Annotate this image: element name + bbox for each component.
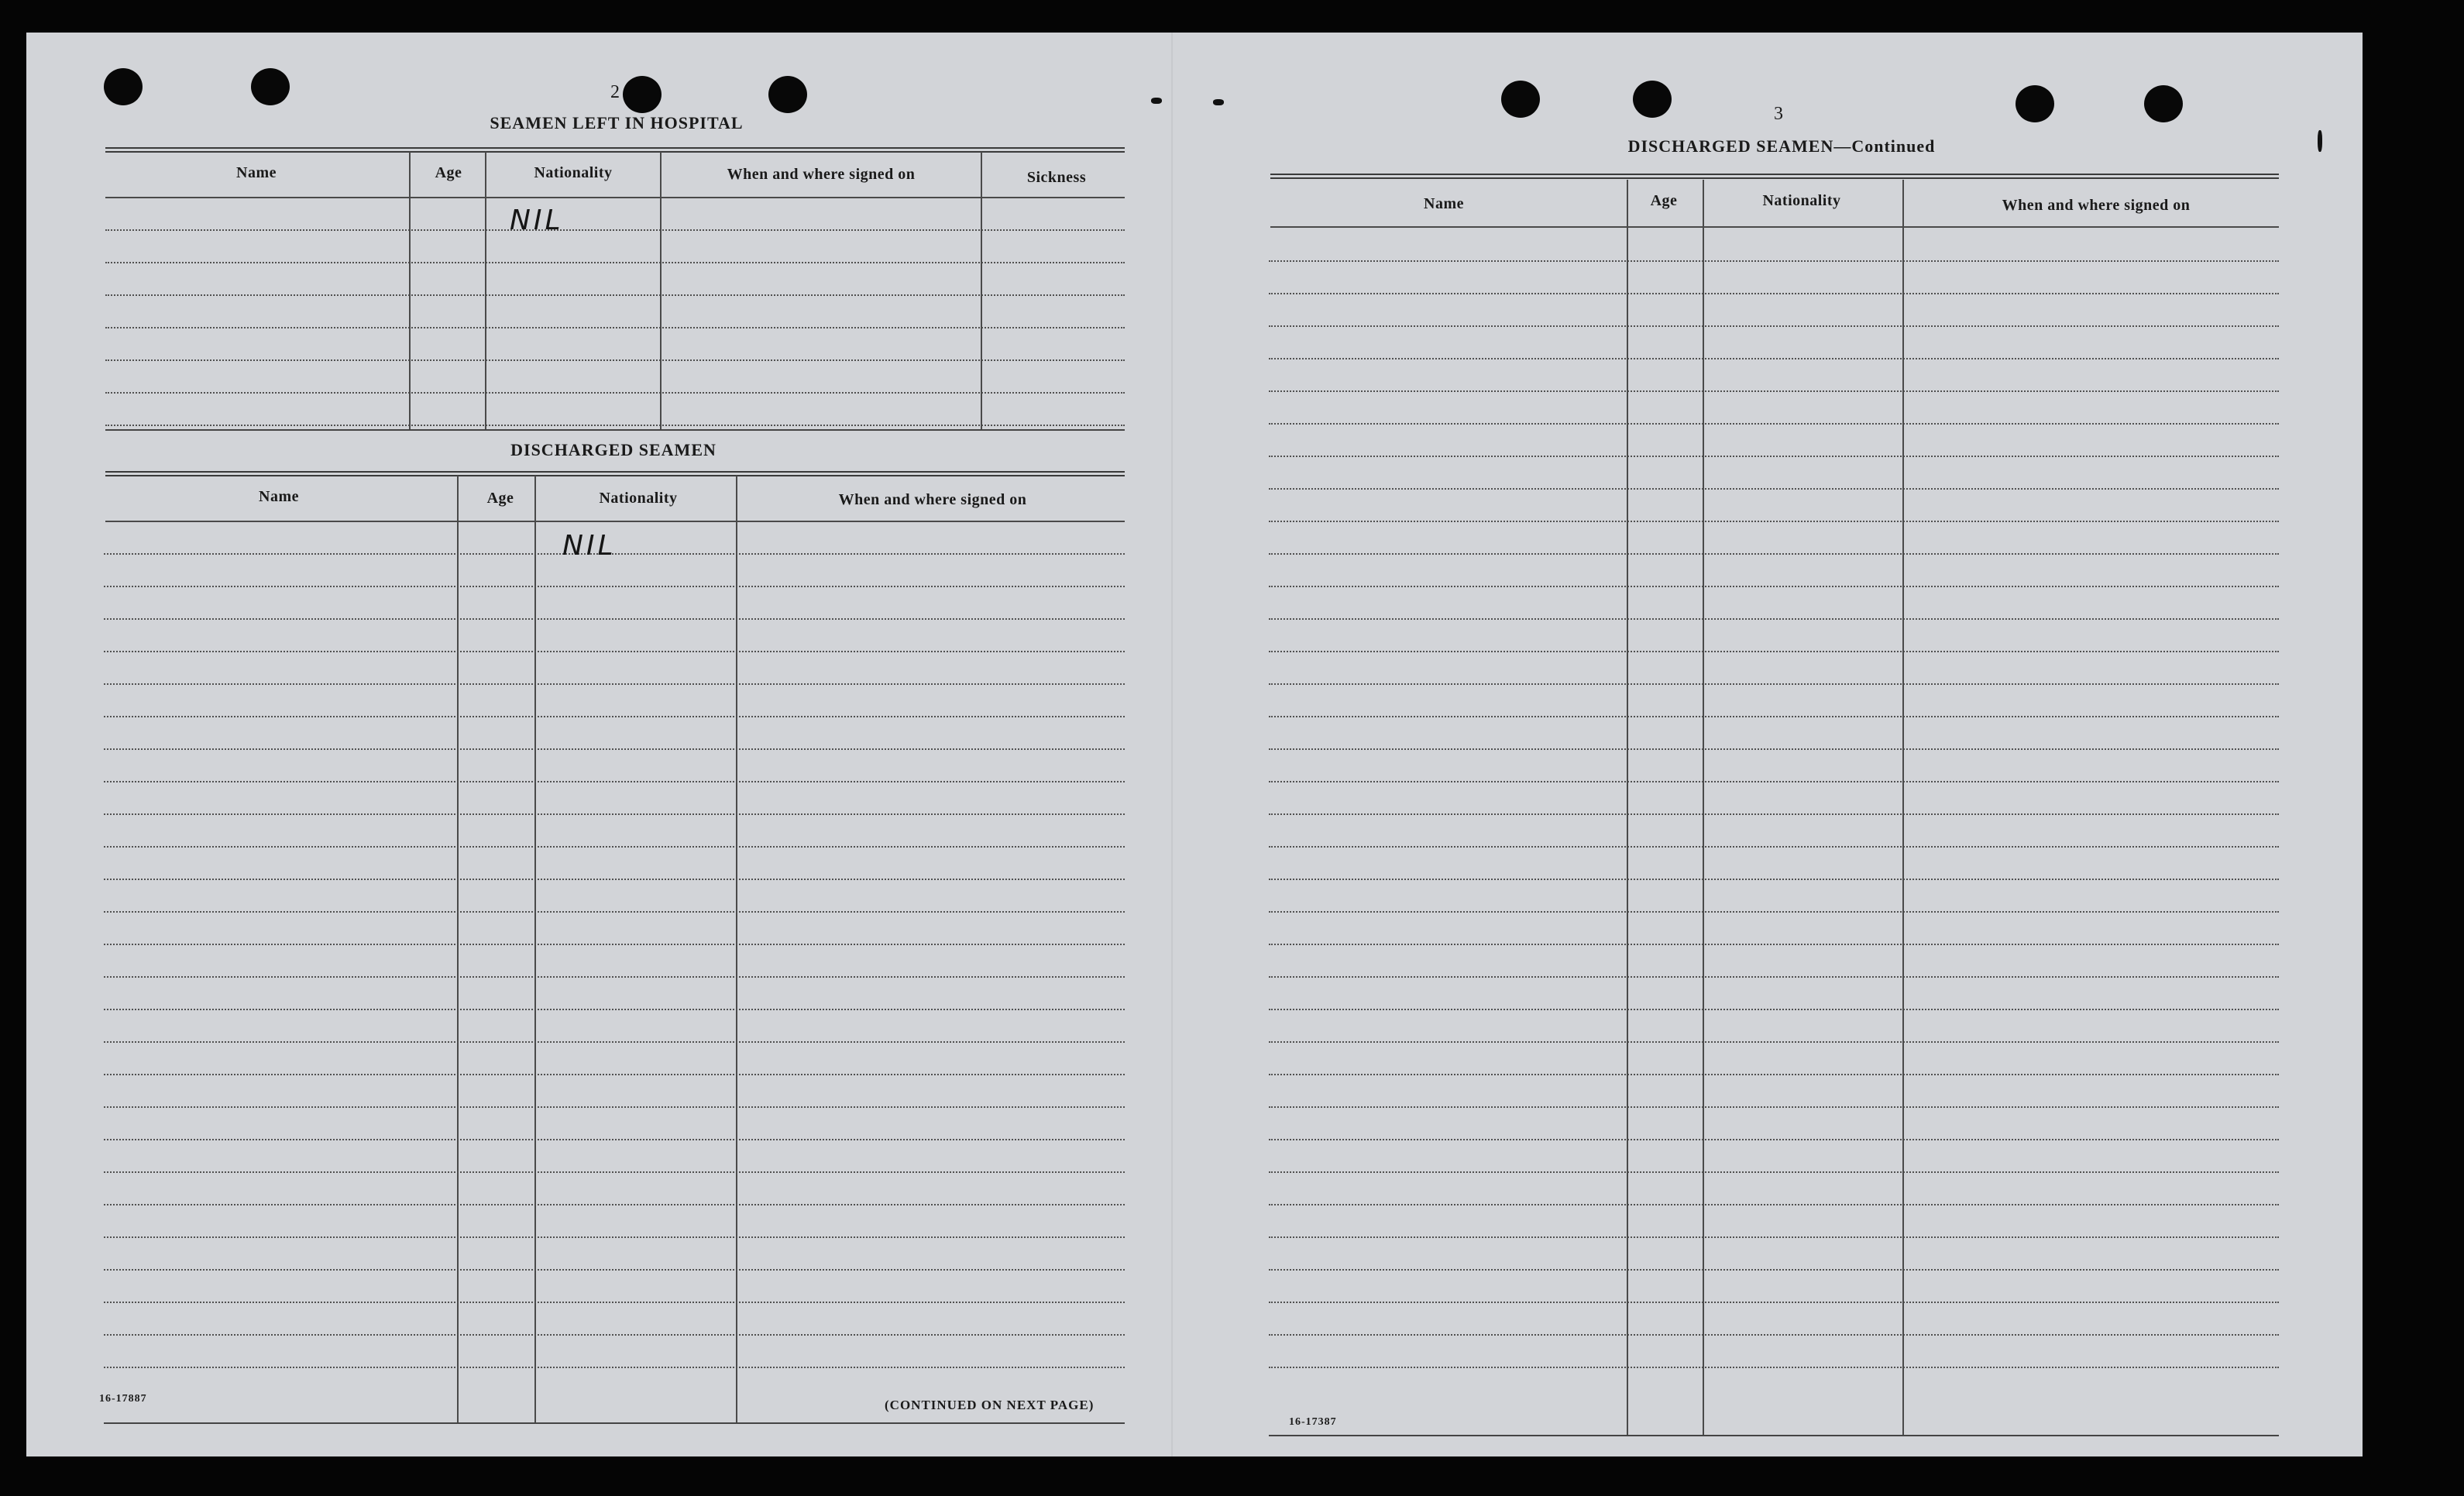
discharged-rows (104, 522, 1125, 1368)
hospital-col-name: Name (236, 164, 277, 181)
discharged-section-title: DISCHARGED SEAMEN (510, 440, 717, 459)
table-row (105, 198, 1125, 231)
table-row (104, 1173, 1125, 1205)
table-row (105, 263, 1125, 296)
table-row (1269, 327, 2279, 359)
table-row (1269, 359, 2279, 392)
table-row (104, 750, 1125, 782)
table-row (1269, 717, 2279, 750)
table-row (1269, 1238, 2279, 1271)
table-row (104, 1336, 1125, 1368)
table-row (104, 1238, 1125, 1271)
discharged-nil-entry: NIL (562, 530, 617, 562)
right-header-line (1270, 226, 2279, 228)
table-row (1269, 620, 2279, 652)
table-row (104, 1010, 1125, 1043)
table-row (1269, 1108, 2279, 1140)
hospital-col-signed-on: When and where signed on (727, 166, 916, 183)
table-row (1269, 848, 2279, 880)
discharged-col-divider (736, 476, 737, 1422)
discharged-col-age: Age (486, 490, 514, 507)
table-row (1269, 490, 2279, 522)
discharged-col-divider (534, 476, 536, 1422)
table-row (1269, 1336, 2279, 1368)
right-col-name: Name (1424, 195, 1464, 212)
table-row (1269, 262, 2279, 294)
table-row (104, 815, 1125, 848)
table-row (1269, 457, 2279, 490)
table-row (1269, 913, 2279, 945)
table-row (1269, 750, 2279, 782)
left-page (26, 33, 1171, 1456)
table-row (1269, 1205, 2279, 1238)
discharged-col-nationality: Nationality (599, 490, 678, 507)
table-row (104, 652, 1125, 685)
hospital-section-title: SEAMEN LEFT IN HOSPITAL (490, 113, 744, 132)
table-row (1269, 1010, 2279, 1043)
discharged-col-name: Name (259, 488, 299, 505)
table-row (104, 848, 1125, 880)
hospital-col-nationality: Nationality (534, 164, 613, 181)
table-row (104, 685, 1125, 717)
table-row (1269, 294, 2279, 327)
table-row (104, 1140, 1125, 1173)
table-row (1269, 1303, 2279, 1336)
table-row (1269, 1075, 2279, 1108)
right-col-signed-on: When and where signed on (2002, 197, 2191, 214)
right-col-divider (1703, 180, 1704, 1435)
table-row (104, 978, 1125, 1010)
document-sheet (26, 33, 2363, 1456)
table-row (1269, 555, 2279, 587)
right-section-title: DISCHARGED SEAMEN—Continued (1627, 136, 1936, 156)
continued-note: (CONTINUED ON NEXT PAGE) (885, 1398, 1095, 1412)
table-row (1269, 522, 2279, 555)
table-row (1269, 1173, 2279, 1205)
table-row (104, 717, 1125, 750)
right-col-nationality: Nationality (1762, 192, 1841, 209)
hospital-col-divider (409, 152, 411, 429)
form-number: 16-17387 (1289, 1416, 1337, 1428)
hospital-col-age: Age (435, 164, 462, 181)
table-row (104, 587, 1125, 620)
table-row (105, 231, 1125, 263)
table-row (104, 1075, 1125, 1108)
table-row (105, 328, 1125, 361)
table-row (104, 1271, 1125, 1303)
table-row (1269, 229, 2279, 262)
discharged-bottom-rule (104, 1422, 1125, 1424)
right-rows (1269, 229, 2279, 1368)
table-row (104, 620, 1125, 652)
right-page (1173, 33, 2363, 1456)
hospital-col-sickness: Sickness (1026, 169, 1087, 186)
table-row (1269, 392, 2279, 425)
discharged-col-signed-on: When and where signed on (838, 491, 1027, 508)
table-row (1269, 587, 2279, 620)
table-row (104, 1043, 1125, 1075)
hospital-col-divider (981, 152, 982, 429)
right-bottom-rule (1269, 1435, 2279, 1436)
table-row (104, 913, 1125, 945)
hospital-bottom-rule (105, 429, 1125, 431)
table-row (1269, 978, 2279, 1010)
hospital-col-divider (660, 152, 662, 429)
table-row (1269, 945, 2279, 978)
table-row (104, 1205, 1125, 1238)
table-row (104, 945, 1125, 978)
table-row (104, 1108, 1125, 1140)
hospital-col-divider (485, 152, 486, 429)
table-row (105, 394, 1125, 426)
table-row (1269, 652, 2279, 685)
table-row (104, 1303, 1125, 1336)
page-number: 3 (1774, 104, 1783, 124)
page-number: 2 (610, 82, 620, 102)
table-row (1269, 685, 2279, 717)
table-row (104, 880, 1125, 913)
table-row (104, 782, 1125, 815)
table-row (1269, 425, 2279, 457)
table-row (1269, 815, 2279, 848)
table-row (1269, 880, 2279, 913)
hospital-top-rule (105, 147, 1125, 153)
table-row (105, 361, 1125, 394)
right-top-rule (1270, 174, 2279, 179)
table-row (1269, 782, 2279, 815)
table-row (1269, 1043, 2279, 1075)
table-row (1269, 1271, 2279, 1303)
discharged-col-divider (457, 476, 459, 1422)
right-col-age: Age (1650, 192, 1678, 209)
form-number: 16-17887 (99, 1393, 147, 1405)
table-row (1269, 1140, 2279, 1173)
discharged-top-rule (105, 471, 1125, 476)
right-col-divider (1902, 180, 1904, 1435)
table-row (105, 296, 1125, 328)
right-col-divider (1627, 180, 1628, 1435)
hospital-rows (105, 198, 1125, 426)
hospital-nil-entry: NIL (510, 205, 564, 236)
